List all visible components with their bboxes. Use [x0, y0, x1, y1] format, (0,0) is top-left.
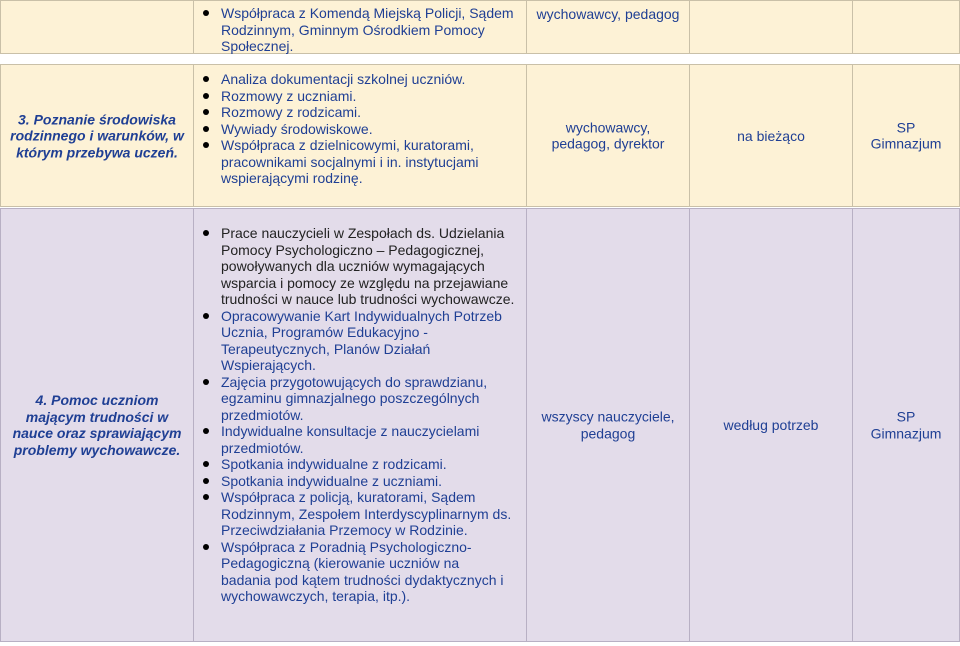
row0-activities-list [194, 5, 526, 55]
row4-responsible: wszyscy nauczyciele, pedagog [541, 408, 675, 441]
bullet-icon [203, 494, 209, 500]
row4-school-cell [852, 208, 960, 642]
bullet-icon [203, 379, 209, 385]
row3-responsible: wychowawcy, pedagog, dyrektor [551, 119, 665, 152]
row3-activities-list [194, 71, 526, 187]
row3-term: na bieżąco [737, 127, 805, 144]
list-item: Współpraca z Komendą Miejską Policji, Sądem Rodzinnym, Gminnym Ośrodkiem Pomocy Społecznej. [194, 5, 526, 55]
row4-topic [1, 392, 193, 458]
row4-topic-cell [0, 208, 194, 642]
list-item: Analiza dokumentacji szkolnej uczniów. [194, 71, 526, 88]
row4-activities-cell [193, 208, 527, 642]
school-sp: SP [896, 408, 916, 425]
bullet-icon [203, 230, 209, 236]
list-item: Rozmowy z rodzicami. [194, 104, 526, 121]
list-item: Współpraca z policją, kuratorami, Sądem Rodzinnym, Zespołem Interdyscyplinarnym ds. Przeciwdziałania Przemocy w Rodzinie. [194, 489, 526, 539]
row0-topic-cell [0, 0, 194, 54]
row3-topic [1, 111, 193, 161]
row4-school [853, 409, 959, 442]
list-item: Spotkania indywidualne z uczniami. [194, 473, 526, 490]
bullet-icon [203, 544, 209, 550]
bullet-icon [203, 109, 209, 115]
row4-activities-list [194, 225, 526, 605]
list-item: Rozmowy z uczniami. [194, 88, 526, 105]
row4-term-cell [689, 208, 853, 642]
list-item: Wywiady środowiskowe. [194, 121, 526, 138]
school-gimnazjum: Gimnazjum [870, 135, 942, 152]
row0-activities-cell [193, 0, 527, 54]
row0-term-cell [689, 0, 853, 54]
bullet-icon [203, 126, 209, 132]
row3-title: Poznanie środowiska rodzinnego i warunków, w którym przebywa uczeń. [10, 110, 184, 160]
list-item: Opracowywanie Kart Indywidualnych Potrzeb Ucznia, Programów Edukacyjno - Terapeutycznych, Planów Działań Wspierających. [194, 308, 526, 374]
list-item: Prace nauczycieli w Zespołach ds. Udzielania Pomocy Psychologiczno – Pedagogicznej, powoływanych dla uczniów wymagających wsparcia i pomocy ze względu na przejawiane trudności w nauce lub trudności wychowawcze. [194, 225, 526, 308]
row3-topic-cell [0, 64, 194, 207]
row4-term: według potrzeb [723, 416, 819, 433]
list-item: Współpraca z Poradnią Psychologiczno-Pedagogiczną (kierowanie uczniów na badania pod kątem trudności dydaktycznych i wychowawczych, terapia, itp.). [194, 539, 526, 605]
bullet-icon [203, 313, 209, 319]
row3-school [853, 119, 959, 152]
row4-number: 4. [35, 392, 48, 408]
bullet-icon [203, 76, 209, 82]
school-sp: SP [896, 119, 916, 135]
row3-number: 3. [18, 110, 30, 127]
row4-title: Pomoc uczniom mającym trudności w nauce oraz sprawiającym problemy wychowawcze. [12, 392, 182, 458]
row0-responsible-cell [526, 0, 690, 54]
bullet-icon [203, 142, 209, 148]
bullet-icon [203, 461, 209, 467]
bullet-icon [203, 478, 209, 484]
list-item: Spotkania indywidualne z rodzicami. [194, 456, 526, 473]
bullet-icon [203, 10, 209, 16]
row3-school-cell [852, 64, 960, 207]
row3-activities-cell [193, 64, 527, 207]
bullet-icon [203, 428, 209, 434]
school-gimnazjum: Gimnazjum [870, 425, 942, 441]
row0-school-cell [852, 0, 960, 54]
list-item: Współpraca z dzielnicowymi, kuratorami, pracownikami socjalnymi i in. instytucjami wspierającymi rodzinę. [194, 137, 526, 187]
row4-responsible-cell [526, 208, 690, 642]
row3-term-cell [689, 64, 853, 207]
row0-responsible: wychowawcy, pedagog [536, 6, 680, 22]
row3-responsible-cell [526, 64, 690, 207]
bullet-icon [203, 93, 209, 99]
list-item: Zajęcia przygotowujących do sprawdzianu, egzaminu gimnazjalnego poszczególnych przedmiotów. [194, 374, 526, 424]
list-item: Indywidualne konsultacje z nauczycielami przedmiotów. [194, 423, 526, 456]
